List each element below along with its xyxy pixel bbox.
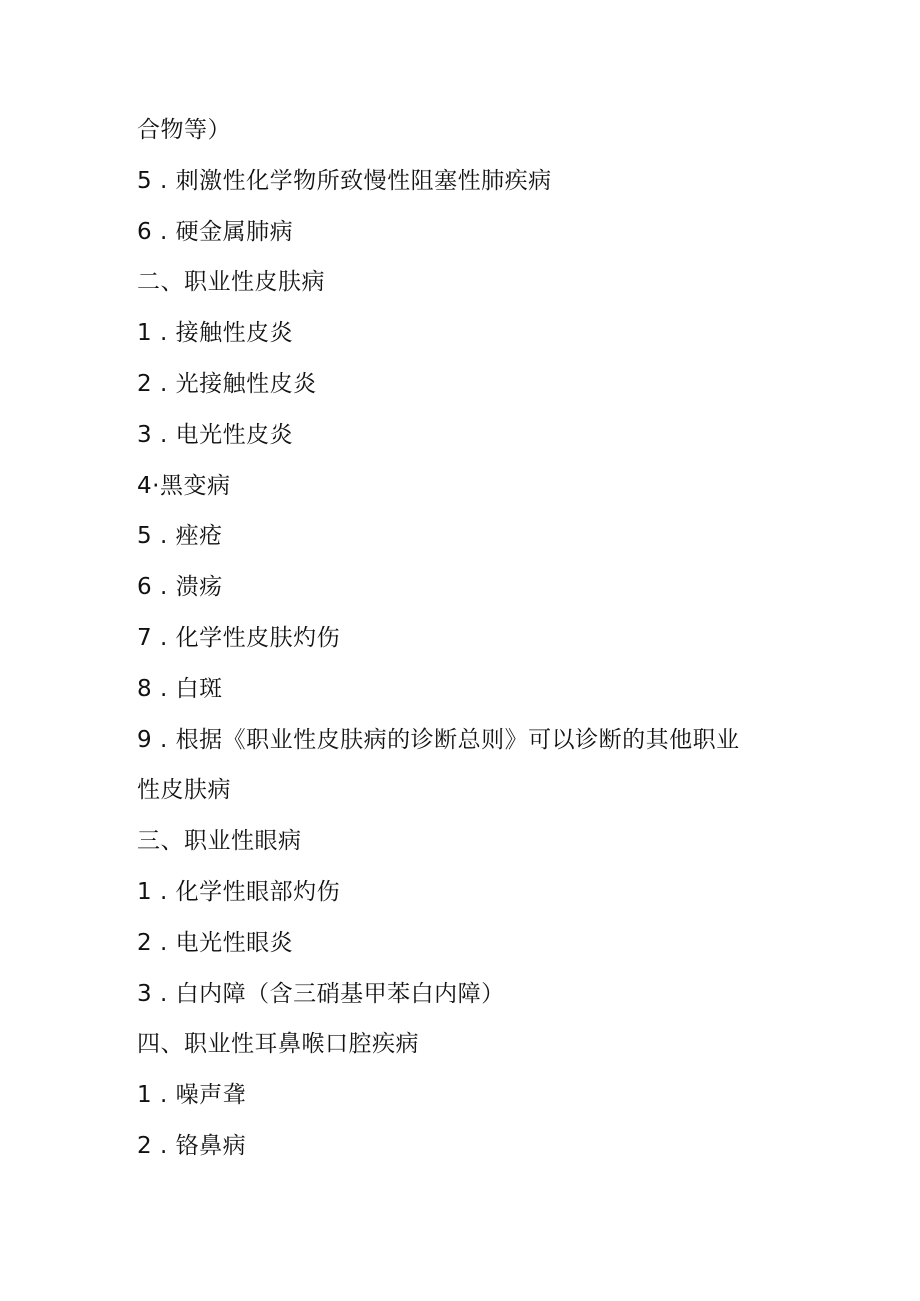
- list-item: 2 . 铬鼻病: [137, 1132, 247, 1159]
- list-item: 5 . 刺激性化学物所致慢性阻塞性肺疾病: [137, 167, 552, 194]
- list-item: 4·黑变病: [137, 472, 231, 499]
- section-heading-skin-diseases: 二、职业性皮肤病: [137, 269, 325, 296]
- text-line-continuation: 性皮肤病: [137, 777, 231, 804]
- list-item: 8 . 白斑: [137, 675, 223, 702]
- list-item: 6 . 硬金属肺病: [137, 218, 294, 245]
- list-item: 5 . 痤疮: [137, 523, 223, 550]
- text-line-continuation: 合物等）: [137, 117, 231, 143]
- list-item: 3 . 白内障（含三硝基甲苯白内障）: [137, 980, 505, 1007]
- disease-list: [137, 110, 837, 1177]
- list-item: 3 . 电光性皮炎: [137, 421, 294, 448]
- list-item: 9 . 根据《职业性皮肤病的诊断总则》可以诊断的其他职业: [137, 726, 740, 753]
- section-heading-eye-diseases: 三、职业性眼病: [137, 828, 302, 855]
- section-heading-ent-oral-diseases: 四、职业性耳鼻喉口腔疾病: [137, 1031, 419, 1058]
- list-item: 7 . 化学性皮肤灼伤: [137, 624, 341, 651]
- list-item: 6 . 溃疡: [137, 574, 223, 601]
- list-item: 2 . 电光性眼炎: [137, 929, 294, 956]
- list-item: 1 . 化学性眼部灼伤: [137, 878, 341, 905]
- list-item: 1 . 接触性皮炎: [137, 320, 294, 347]
- list-item: 1 . 噪声聋: [137, 1082, 247, 1109]
- list-item: 2 . 光接触性皮炎: [137, 370, 317, 397]
